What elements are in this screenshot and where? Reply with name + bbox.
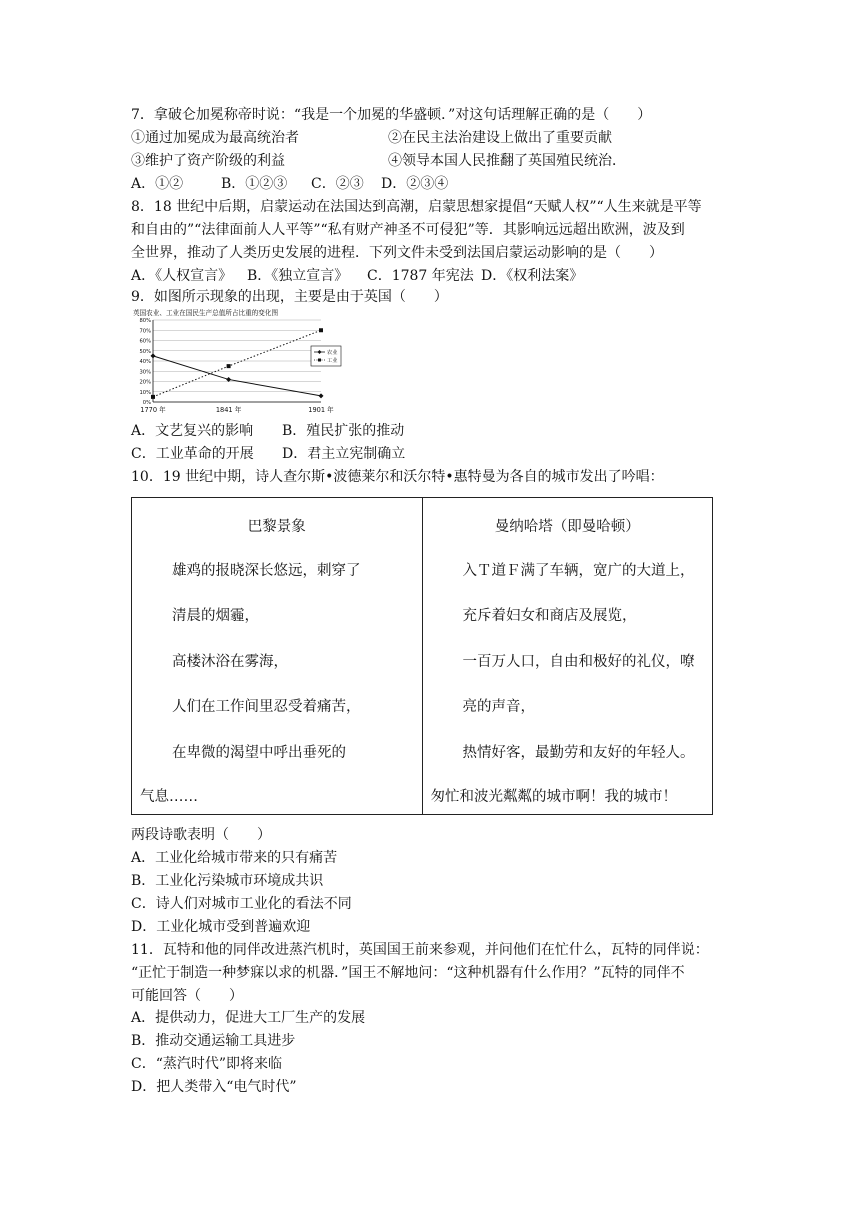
poem-right-title: 曼纳哈塔（即曼哈顿） bbox=[494, 519, 640, 535]
q8-stem-line-1: 8．18 世纪中后期，启蒙运动在法国达到高潮，启蒙思想家提倡“天赋人权”“人生来就是平等 bbox=[131, 199, 702, 215]
q7-options bbox=[131, 174, 448, 194]
y-tick-label: 40% bbox=[139, 359, 151, 365]
q9-option-b: B．殖民扩张的推动 bbox=[282, 423, 405, 439]
poem-left-title: 巴黎景象 bbox=[247, 519, 306, 535]
y-tick-label: 10% bbox=[139, 389, 151, 396]
q8-stem-line-3: 全世界，推动了人类历史发展的进程．下列文件未受到法国启蒙运动影响的是（ ） bbox=[131, 245, 663, 261]
poem-right-line: 充斥着妇女和商店及展览， bbox=[462, 608, 637, 624]
poem-left-line: 清晨的烟霾， bbox=[172, 608, 259, 624]
q7-item-3: ③维护了资产阶级的利益 bbox=[131, 153, 285, 169]
q11-stem-line-2: “正忙于制造一种梦寐以求的机器．”国王不解地问：“这种机器有什么作用？”瓦特的同伴不 bbox=[131, 965, 685, 981]
data-point bbox=[151, 353, 156, 358]
q10-option-c: C．诗人们对城市工业化的看法不同 bbox=[131, 896, 352, 912]
poem-left-line: 人们在工作间里忍受着痛苦， bbox=[172, 699, 361, 715]
q7-item-4: ④领导本国人民推翻了英国殖民统治． bbox=[388, 153, 626, 169]
q10-option-d: D．工业化城市受到普遍欢迎 bbox=[131, 919, 311, 935]
q7-option-a: A．①② bbox=[131, 176, 184, 192]
poem-right-line: 亮的声音， bbox=[462, 699, 535, 715]
q9-option-c: C．工业革命的开展 bbox=[131, 446, 254, 462]
data-point bbox=[319, 328, 323, 332]
q7-item-2: ②在民主法治建设上做出了重要贡献 bbox=[388, 130, 612, 146]
q8-options bbox=[131, 266, 583, 286]
y-tick-label: 20% bbox=[139, 379, 151, 386]
poem-right-line: 一百万人口，自由和极好的礼仪，嘹 bbox=[462, 654, 695, 670]
q11-option-b: B．推动交通运输工具进步 bbox=[131, 1033, 296, 1049]
y-tick-label: 50% bbox=[139, 348, 151, 355]
poem-right-line: 热情好客，最勤劳和友好的年轻人。 bbox=[462, 745, 695, 761]
q7-item-1: ①通过加冕成为最高统治者 bbox=[131, 130, 299, 146]
q8-stem-line-2: 和自由的”“法律面前人人平等”“私有财产神圣不可侵犯”等．其影响远远超出欧洲，波及到 bbox=[131, 222, 685, 238]
data-point bbox=[319, 393, 324, 398]
q11-option-a: A．提供动力，促进大工厂生产的发展 bbox=[131, 1010, 366, 1026]
poem-left-line: 高楼沐浴在雾海， bbox=[172, 654, 288, 670]
y-tick-label: 0% bbox=[142, 400, 151, 406]
y-tick-label: 60% bbox=[139, 338, 151, 345]
chart-title: 英国农业、工业在国民生产总值所占比重的变化图 bbox=[133, 309, 279, 317]
poem-right-cell bbox=[422, 498, 713, 815]
q9-options-row-2 bbox=[131, 444, 405, 464]
poem-left-cell bbox=[132, 498, 423, 815]
poem-right-last-line: 匆忙和波光粼粼的城市啊！我的城市！ bbox=[430, 789, 677, 805]
poem-left-last-line: 气息…… bbox=[140, 789, 198, 805]
sector-share-chart bbox=[131, 308, 346, 420]
q8-option-a: A．《人权宣言》 bbox=[131, 268, 233, 284]
q10-stem: 10．19 世纪中期，诗人查尔斯•波德莱尔和沃尔特•惠特曼为各自的城市发出了吟唱： bbox=[131, 469, 664, 485]
q8-option-c: C．1787 年宪法 bbox=[367, 268, 474, 284]
y-tick-label: 80% bbox=[139, 318, 151, 324]
data-point bbox=[151, 395, 155, 399]
series-line-0 bbox=[153, 356, 321, 396]
q7-option-b: B．①②③ bbox=[221, 176, 288, 192]
x-tick-label: 1841 年 bbox=[215, 406, 242, 414]
q11-option-d: D．把人类带入“电气时代” bbox=[131, 1079, 297, 1095]
q10-after: 两段诗歌表明（ ） bbox=[131, 827, 271, 843]
q8-option-b: B．《独立宣言》 bbox=[247, 268, 349, 284]
legend-label: 农业 bbox=[327, 350, 338, 356]
x-tick-label: 1770 年 bbox=[140, 406, 166, 414]
q11-option-c: C．“蒸汽时代”即将来临 bbox=[131, 1056, 283, 1072]
x-tick-label: 1901 年 bbox=[308, 406, 334, 414]
q9-option-d: D．君主立宪制确立 bbox=[282, 446, 406, 462]
q9-option-a: A．文艺复兴的影响 bbox=[131, 423, 254, 439]
poem-left-line: 雄鸡的报晓深长悠远，刺穿了 bbox=[172, 563, 361, 579]
y-tick-label: 30% bbox=[139, 369, 151, 376]
legend-label: 工业 bbox=[327, 358, 338, 364]
poem-table bbox=[131, 497, 713, 815]
data-point bbox=[227, 364, 231, 368]
legend-marker bbox=[318, 359, 321, 362]
q9-options-row-1 bbox=[131, 421, 404, 441]
q7-stem: 7．拿破仑加冕称帝时说：“我是一个加冕的华盛顿．”对这句话理解正确的是（ ） bbox=[131, 107, 652, 123]
q7-option-c: C．②③ bbox=[311, 176, 364, 192]
q11-stem-line-1: 11．瓦特和他的同伴改进蒸汽机时，英国国王前来参观，并问他们在忙什么，瓦特的同伴说： bbox=[131, 942, 709, 958]
q7-option-d: D．②③④ bbox=[381, 176, 449, 192]
q10-option-b: B．工业化污染城市环境成共识 bbox=[131, 873, 324, 889]
q11-stem-line-3: 可能回答（ ） bbox=[131, 988, 243, 1004]
data-point bbox=[226, 377, 231, 382]
q10-option-a: A．工业化给城市带来的只有痛苦 bbox=[131, 850, 338, 866]
poem-right-line: 入Ｔ道Ｆ满了车辆，宽广的大道上， bbox=[462, 563, 695, 579]
q8-option-d: D．《权利法案》 bbox=[481, 268, 584, 284]
q9-stem: 9．如图所示现象的出现，主要是由于英国（ ） bbox=[131, 289, 448, 305]
poem-left-line: 在卑微的渴望中呼出垂死的 bbox=[172, 745, 346, 761]
y-tick-label: 70% bbox=[139, 328, 151, 335]
